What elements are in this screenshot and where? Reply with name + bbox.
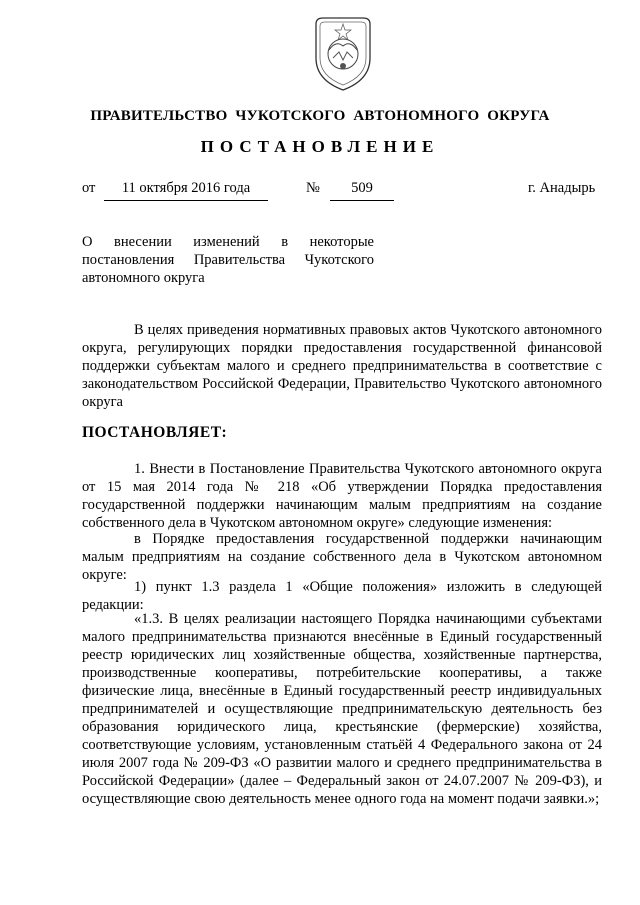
number-sign-label: № <box>306 180 320 196</box>
paragraph-3: 1) пункт 1.3 раздела 1 «Общие положения» изложить в следующей редакции: <box>82 579 602 613</box>
intro-paragraph: В целях приведения нормативных правовых актов Чукотского автономного округа, регулирующих порядки предоставления государственной финансовой поддержки субъектам малого и среднего предпринимательства в соответствие с законодательством Российской Федерации, Правительство Чукотского автономного округа <box>82 322 602 410</box>
government-title: ПРАВИТЕЛЬСТВО ЧУКОТСКОГО АВТОНОМНОГО ОКРУГА <box>90 108 550 124</box>
document-city: г. Анадырь <box>528 180 596 196</box>
coat-of-arms-icon <box>311 14 375 94</box>
paragraph-2: в Порядке предоставления государственной поддержки начинающим малым предприятиям на создание собственного дела в Чукотском автономном округе: <box>82 531 602 583</box>
paragraph-4: «1.3. В целях реализации настоящего Порядка начинающими субъектами малого предпринимательства признаются внесённые в Единый государственный реестр юридических лиц хозяйственные общества, хозяйственные партнерства, производственные кооперативы, потребительские кооперативы, а также физические лица, внесённые в Единый государственный реестр индивидуальных предпринимателей и осуществляющие предпринимательскую деятельность без образования юридического лица, крестьянские (фермерские) хозяйства, соответствующие условиям, установленным статьёй 4 Федерального закона от 24 июля 2007 года № 209-ФЗ «О развитии малого и среднего предпринимательства в Российской Федерации» (далее – Федеральный закон от 24.07.2007 № 209-ФЗ), и осуществляющие свою деятельность менее одного года на момент подачи заявки.»; <box>82 611 602 807</box>
document-number: 509 <box>330 180 394 201</box>
decree-heading: ПОСТАНОВЛЯЕТ: <box>82 424 228 441</box>
document-date: 11 октября 2016 года <box>104 180 268 201</box>
document-type-title: ПОСТАНОВЛЕНИЕ <box>200 137 440 156</box>
document-subject: О внесении изменений в некоторые постановления Правительства Чукотского автономного округа <box>82 234 374 286</box>
date-prefix-label: от <box>82 180 96 196</box>
paragraph-1: 1. Внести в Постановление Правительства Чукотского автономного округа от 15 мая 2014 года № 218 «Об утверждении Порядка предоставления государственной поддержки начинающим малым предприятиям на создание собственного дела в Чукотском автономном округе» следующие изменения: <box>82 461 602 531</box>
